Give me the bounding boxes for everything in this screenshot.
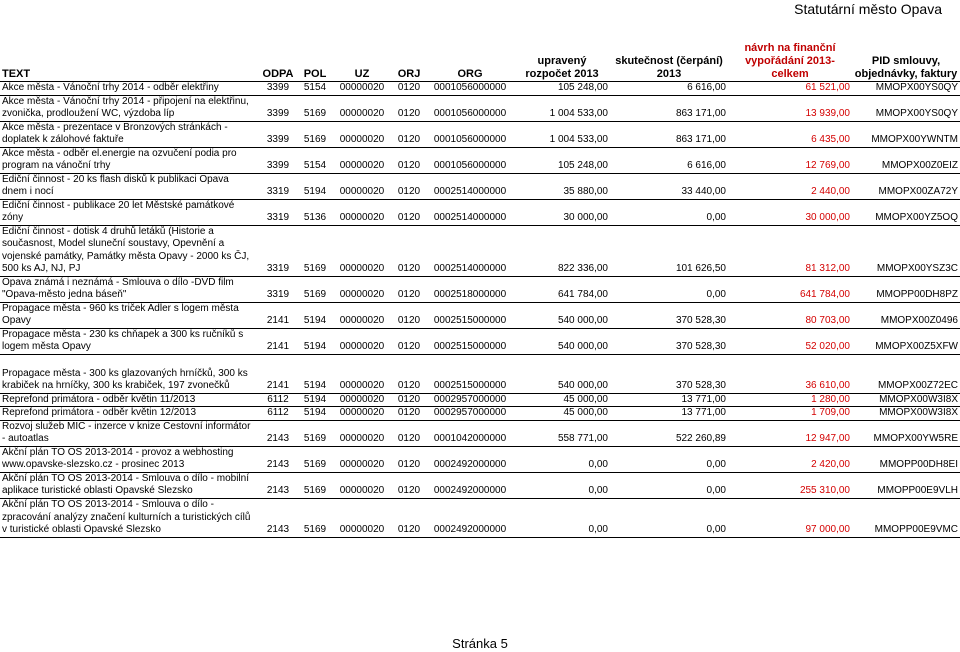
row-orj: 0120 bbox=[392, 420, 426, 446]
row-org: 0002957000000 bbox=[426, 407, 514, 421]
row-uz: 00000020 bbox=[332, 420, 392, 446]
row-uz: 00000020 bbox=[332, 446, 392, 472]
row-orj: 0120 bbox=[392, 407, 426, 421]
col-text: TEXT bbox=[0, 42, 258, 82]
row-rozpocet: 1 004 533,00 bbox=[514, 95, 610, 121]
row-pol: 5154 bbox=[298, 82, 332, 96]
row-pid: MMOPX00YWNTM bbox=[852, 121, 960, 147]
row-pid: MMOPX00YZ5OQ bbox=[852, 199, 960, 225]
row-pid: MMOPP00E9VMC bbox=[852, 498, 960, 537]
row-pid: MMOPP00DH8PZ bbox=[852, 276, 960, 302]
row-orj: 0120 bbox=[392, 225, 426, 276]
row-rozpocet: 0,00 bbox=[514, 498, 610, 537]
table-row bbox=[0, 121, 960, 147]
row-uz: 00000020 bbox=[332, 498, 392, 537]
row-pol: 5169 bbox=[298, 498, 332, 537]
row-pid: MMOPX00YS0QY bbox=[852, 95, 960, 121]
row-org: 0002515000000 bbox=[426, 328, 514, 354]
row-navrh: 80 703,00 bbox=[728, 302, 852, 328]
row-uz: 00000020 bbox=[332, 199, 392, 225]
row-org: 0001056000000 bbox=[426, 121, 514, 147]
row-uz: 00000020 bbox=[332, 354, 392, 393]
row-navrh: 12 769,00 bbox=[728, 147, 852, 173]
row-cerpani: 0,00 bbox=[610, 446, 728, 472]
row-navrh: 2 440,00 bbox=[728, 173, 852, 199]
col-pol: POL bbox=[298, 42, 332, 82]
col-rozpocet: upravený rozpočet 2013 bbox=[514, 42, 610, 82]
row-rozpocet: 105 248,00 bbox=[514, 82, 610, 96]
row-odpa: 3319 bbox=[258, 199, 298, 225]
row-odpa: 2141 bbox=[258, 302, 298, 328]
row-uz: 00000020 bbox=[332, 472, 392, 498]
row-org: 0002515000000 bbox=[426, 302, 514, 328]
row-rozpocet: 0,00 bbox=[514, 472, 610, 498]
col-uz: UZ bbox=[332, 42, 392, 82]
table-row bbox=[0, 498, 960, 537]
row-orj: 0120 bbox=[392, 498, 426, 537]
row-navrh: 30 000,00 bbox=[728, 199, 852, 225]
row-orj: 0120 bbox=[392, 276, 426, 302]
row-text: Rozvoj služeb MIC - inzerce v knize Cestovní informátor - autoatlas bbox=[0, 420, 258, 446]
row-text: Reprefond primátora - odběr květin 11/2013 bbox=[0, 393, 258, 407]
budget-table bbox=[0, 42, 960, 538]
table-row bbox=[0, 393, 960, 407]
row-pid: MMOPX00YSZ3C bbox=[852, 225, 960, 276]
table-row bbox=[0, 354, 960, 393]
row-odpa: 3319 bbox=[258, 276, 298, 302]
row-orj: 0120 bbox=[392, 95, 426, 121]
table-row bbox=[0, 276, 960, 302]
row-org: 0001056000000 bbox=[426, 82, 514, 96]
row-pol: 5169 bbox=[298, 225, 332, 276]
row-rozpocet: 45 000,00 bbox=[514, 393, 610, 407]
row-orj: 0120 bbox=[392, 472, 426, 498]
row-rozpocet: 105 248,00 bbox=[514, 147, 610, 173]
row-text: Ediční činnost - 20 ks flash disků k publikaci Opava dnem i nocí bbox=[0, 173, 258, 199]
row-pid: MMOPX00Z0496 bbox=[852, 302, 960, 328]
row-pol: 5169 bbox=[298, 121, 332, 147]
row-navrh: 6 435,00 bbox=[728, 121, 852, 147]
row-rozpocet: 540 000,00 bbox=[514, 354, 610, 393]
row-odpa: 2143 bbox=[258, 446, 298, 472]
row-orj: 0120 bbox=[392, 354, 426, 393]
row-pid: MMOPX00W3I8X bbox=[852, 407, 960, 421]
row-text: Akční plán TO OS 2013-2014 - Smlouva o dílo - zpracování analýzy značení kulturních a turistických cílů v turistické oblasti Opavské Slezsko bbox=[0, 498, 258, 537]
row-orj: 0120 bbox=[392, 199, 426, 225]
row-odpa: 3399 bbox=[258, 82, 298, 96]
table-row bbox=[0, 82, 960, 96]
row-cerpani: 370 528,30 bbox=[610, 354, 728, 393]
row-pol: 5194 bbox=[298, 328, 332, 354]
row-text: Opava známá i neznámá - Smlouva o dílo -DVD film "Opava-město jedna báseň" bbox=[0, 276, 258, 302]
row-pol: 5194 bbox=[298, 302, 332, 328]
row-cerpani: 6 616,00 bbox=[610, 82, 728, 96]
row-navrh: 12 947,00 bbox=[728, 420, 852, 446]
row-pol: 5136 bbox=[298, 199, 332, 225]
row-odpa: 2143 bbox=[258, 472, 298, 498]
row-uz: 00000020 bbox=[332, 147, 392, 173]
row-cerpani: 33 440,00 bbox=[610, 173, 728, 199]
row-rozpocet: 35 880,00 bbox=[514, 173, 610, 199]
row-navrh: 1 280,00 bbox=[728, 393, 852, 407]
row-uz: 00000020 bbox=[332, 173, 392, 199]
row-orj: 0120 bbox=[392, 147, 426, 173]
row-odpa: 3319 bbox=[258, 173, 298, 199]
row-odpa: 3399 bbox=[258, 95, 298, 121]
row-navrh: 52 020,00 bbox=[728, 328, 852, 354]
row-uz: 00000020 bbox=[332, 328, 392, 354]
row-pid: MMOPP00DH8EI bbox=[852, 446, 960, 472]
row-navrh: 1 709,00 bbox=[728, 407, 852, 421]
row-text: Akční plán TO OS 2013-2014 - Smlouva o dílo - mobilní aplikace turistické oblasti Opavské Slezsko bbox=[0, 472, 258, 498]
row-text: Propagace města - 230 ks chňapek a 300 ks ručníků s logem města Opavy bbox=[0, 328, 258, 354]
row-rozpocet: 641 784,00 bbox=[514, 276, 610, 302]
row-pol: 5169 bbox=[298, 420, 332, 446]
table-row bbox=[0, 302, 960, 328]
row-text: Akce města - odběr el.energie na ozvučení podia pro program na vánoční trhy bbox=[0, 147, 258, 173]
row-pol: 5169 bbox=[298, 472, 332, 498]
row-odpa: 6112 bbox=[258, 393, 298, 407]
row-navrh: 13 939,00 bbox=[728, 95, 852, 121]
row-org: 0002514000000 bbox=[426, 173, 514, 199]
row-cerpani: 863 171,00 bbox=[610, 121, 728, 147]
row-uz: 00000020 bbox=[332, 276, 392, 302]
row-pid: MMOPX00W3I8X bbox=[852, 393, 960, 407]
row-cerpani: 101 626,50 bbox=[610, 225, 728, 276]
row-pol: 5169 bbox=[298, 446, 332, 472]
row-text: Ediční činnost - dotisk 4 druhů letáků (Historie a současnost, Model sluneční soustavy, Opevnění a vojenské památky, Památky města Opavy - 2000 ks ČJ, 500 ks AJ, NJ, PJ bbox=[0, 225, 258, 276]
row-pid: MMOPX00Z0EIZ bbox=[852, 147, 960, 173]
row-uz: 00000020 bbox=[332, 95, 392, 121]
row-cerpani: 370 528,30 bbox=[610, 328, 728, 354]
row-orj: 0120 bbox=[392, 393, 426, 407]
row-navrh: 255 310,00 bbox=[728, 472, 852, 498]
row-text: Propagace města - 300 ks glazovaných hrníčků, 300 ks krabiček na hrníčky, 300 ks krabiček, 197 zvonečků bbox=[0, 354, 258, 393]
col-navrh: návrh na finanční vypořádání 2013-celkem bbox=[728, 42, 852, 82]
table-row bbox=[0, 446, 960, 472]
row-cerpani: 863 171,00 bbox=[610, 95, 728, 121]
row-text: Akční plán TO OS 2013-2014 - provoz a webhosting www.opavske-slezsko.cz - prosinec 2013 bbox=[0, 446, 258, 472]
table-header-row bbox=[0, 42, 960, 82]
row-org: 0002515000000 bbox=[426, 354, 514, 393]
table-row bbox=[0, 225, 960, 276]
col-pid: PID smlouvy, objednávky, faktury bbox=[852, 42, 960, 82]
row-cerpani: 6 616,00 bbox=[610, 147, 728, 173]
row-uz: 00000020 bbox=[332, 407, 392, 421]
row-cerpani: 522 260,89 bbox=[610, 420, 728, 446]
row-org: 0002514000000 bbox=[426, 199, 514, 225]
row-org: 0002514000000 bbox=[426, 225, 514, 276]
row-cerpani: 0,00 bbox=[610, 472, 728, 498]
row-uz: 00000020 bbox=[332, 82, 392, 96]
table-row bbox=[0, 407, 960, 421]
row-cerpani: 0,00 bbox=[610, 199, 728, 225]
row-pid: MMOPP00E9VLH bbox=[852, 472, 960, 498]
table-row bbox=[0, 420, 960, 446]
row-cerpani: 13 771,00 bbox=[610, 407, 728, 421]
row-rozpocet: 1 004 533,00 bbox=[514, 121, 610, 147]
row-pol: 5169 bbox=[298, 95, 332, 121]
row-rozpocet: 30 000,00 bbox=[514, 199, 610, 225]
row-org: 0002492000000 bbox=[426, 446, 514, 472]
row-navrh: 61 521,00 bbox=[728, 82, 852, 96]
col-orj: ORJ bbox=[392, 42, 426, 82]
row-odpa: 2143 bbox=[258, 420, 298, 446]
document-header-title: Statutární město Opava bbox=[794, 1, 942, 17]
col-odpa: ODPA bbox=[258, 42, 298, 82]
row-uz: 00000020 bbox=[332, 121, 392, 147]
page-number: Stránka 5 bbox=[452, 636, 508, 651]
row-pol: 5194 bbox=[298, 407, 332, 421]
row-cerpani: 370 528,30 bbox=[610, 302, 728, 328]
row-org: 0002492000000 bbox=[426, 498, 514, 537]
row-odpa: 2141 bbox=[258, 354, 298, 393]
row-navrh: 81 312,00 bbox=[728, 225, 852, 276]
row-odpa: 2141 bbox=[258, 328, 298, 354]
row-odpa: 3319 bbox=[258, 225, 298, 276]
row-navrh: 2 420,00 bbox=[728, 446, 852, 472]
table-row bbox=[0, 95, 960, 121]
row-uz: 00000020 bbox=[332, 225, 392, 276]
row-pid: MMOPX00YW5RE bbox=[852, 420, 960, 446]
table-row bbox=[0, 328, 960, 354]
table-row bbox=[0, 173, 960, 199]
table-row bbox=[0, 147, 960, 173]
row-rozpocet: 822 336,00 bbox=[514, 225, 610, 276]
row-navrh: 97 000,00 bbox=[728, 498, 852, 537]
row-uz: 00000020 bbox=[332, 393, 392, 407]
row-orj: 0120 bbox=[392, 302, 426, 328]
row-org: 0002957000000 bbox=[426, 393, 514, 407]
row-rozpocet: 0,00 bbox=[514, 446, 610, 472]
col-cerpani: skutečnost (čerpání) 2013 bbox=[610, 42, 728, 82]
row-org: 0001042000000 bbox=[426, 420, 514, 446]
row-rozpocet: 540 000,00 bbox=[514, 302, 610, 328]
row-rozpocet: 540 000,00 bbox=[514, 328, 610, 354]
row-orj: 0120 bbox=[392, 328, 426, 354]
row-pid: MMOPX00ZA72Y bbox=[852, 173, 960, 199]
row-orj: 0120 bbox=[392, 446, 426, 472]
row-pol: 5194 bbox=[298, 354, 332, 393]
row-text: Akce města - prezentace v Bronzových stránkách - doplatek k zálohové faktuře bbox=[0, 121, 258, 147]
row-pid: MMOPX00YS0QY bbox=[852, 82, 960, 96]
row-text: Ediční činnost - publikace 20 let Městské památkové zóny bbox=[0, 199, 258, 225]
row-orj: 0120 bbox=[392, 121, 426, 147]
row-pol: 5194 bbox=[298, 393, 332, 407]
row-pid: MMOPX00Z72EC bbox=[852, 354, 960, 393]
row-orj: 0120 bbox=[392, 82, 426, 96]
row-pid: MMOPX00Z5XFW bbox=[852, 328, 960, 354]
row-rozpocet: 45 000,00 bbox=[514, 407, 610, 421]
row-org: 0002492000000 bbox=[426, 472, 514, 498]
row-text: Akce města - Vánoční trhy 2014 - odběr elektřiny bbox=[0, 82, 258, 96]
row-odpa: 3399 bbox=[258, 121, 298, 147]
row-org: 0002518000000 bbox=[426, 276, 514, 302]
row-cerpani: 0,00 bbox=[610, 498, 728, 537]
row-navrh: 641 784,00 bbox=[728, 276, 852, 302]
row-navrh: 36 610,00 bbox=[728, 354, 852, 393]
row-odpa: 6112 bbox=[258, 407, 298, 421]
row-org: 0001056000000 bbox=[426, 95, 514, 121]
row-org: 0001056000000 bbox=[426, 147, 514, 173]
col-org: ORG bbox=[426, 42, 514, 82]
table-row bbox=[0, 472, 960, 498]
row-pol: 5194 bbox=[298, 173, 332, 199]
row-odpa: 2143 bbox=[258, 498, 298, 537]
row-pol: 5154 bbox=[298, 147, 332, 173]
row-cerpani: 13 771,00 bbox=[610, 393, 728, 407]
row-orj: 0120 bbox=[392, 173, 426, 199]
row-odpa: 3399 bbox=[258, 147, 298, 173]
row-text: Propagace města - 960 ks triček Adler s logem města Opavy bbox=[0, 302, 258, 328]
table-row bbox=[0, 199, 960, 225]
row-cerpani: 0,00 bbox=[610, 276, 728, 302]
row-uz: 00000020 bbox=[332, 302, 392, 328]
row-text: Akce města - Vánoční trhy 2014 - připojení na elektřinu, zvonička, prodloužení WC, výzdoba líp bbox=[0, 95, 258, 121]
row-rozpocet: 558 771,00 bbox=[514, 420, 610, 446]
row-pol: 5169 bbox=[298, 276, 332, 302]
row-text: Reprefond primátora - odběr květin 12/2013 bbox=[0, 407, 258, 421]
